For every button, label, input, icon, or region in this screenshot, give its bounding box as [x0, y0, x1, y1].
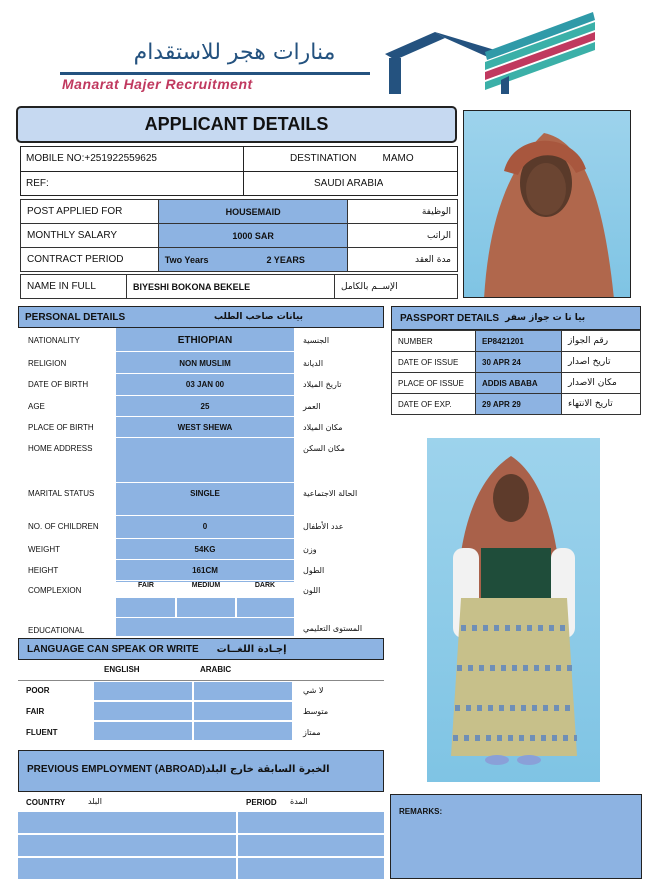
personal-value: WEST SHEWA — [177, 422, 233, 432]
personal-value: 54KG — [194, 544, 216, 554]
employment-rows — [18, 812, 384, 879]
applicant-full-body-photo — [427, 438, 600, 782]
personal-value — [116, 438, 294, 458]
passport-label-ar: تاريخ الانتهاء — [562, 394, 641, 415]
job-label-ar: الراتب — [348, 224, 458, 248]
personal-label-ar: الطول — [303, 565, 325, 575]
personal-label-ar: الحالة الاجتماعية — [303, 488, 358, 498]
complexion-option: FAIR — [138, 582, 154, 589]
passport-header: PASSPORT DETAILS بيا نا ت جواز سفر — [391, 306, 641, 330]
personal-label: WEIGHT — [28, 544, 60, 554]
language-column: ARABIC — [200, 665, 232, 674]
complexion-label-ar: اللون — [303, 586, 321, 595]
language-header: LANGUAGE CAN SPEAK OR WRITE إجـادة اللغــات — [18, 638, 384, 660]
company-logo — [385, 10, 600, 95]
passport-label: NUMBER — [392, 331, 476, 352]
job-label: MONTHLY SALARY — [21, 224, 159, 248]
job-value: Two Years 2 YEARS — [158, 248, 348, 272]
personal-label: HEIGHT — [28, 565, 59, 575]
personal-value: 0 — [202, 521, 208, 531]
language-level: FAIR — [26, 707, 45, 716]
passport-value: EP8421201 — [476, 331, 562, 352]
personal-label-ar: وزن — [303, 544, 317, 554]
passport-label-ar: مكان الاصدار — [562, 373, 641, 394]
applicant-headshot-photo — [463, 110, 631, 298]
job-label: CONTRACT PERIOD — [21, 248, 159, 272]
language-level: FLUENT — [26, 728, 58, 737]
page-title: APPLICANT DETAILS — [16, 106, 457, 143]
passport-label: PLACE OF ISSUE — [392, 373, 476, 394]
education-label: EDUCATIONAL — [28, 626, 85, 635]
complexion-option: DARK — [254, 582, 276, 589]
period-label-ar: المدة — [290, 797, 308, 806]
language-column: ENGLISH — [104, 665, 140, 674]
complexion-row — [18, 582, 384, 618]
complexion-label: COMPLEXION — [28, 586, 82, 595]
personal-label: HOME ADDRESS — [28, 443, 93, 453]
complexion-option: MEDIUM — [191, 582, 221, 589]
personal-value: 03 JAN 00 — [185, 379, 225, 389]
destination: DESTINATION MAMO — [290, 153, 414, 164]
company-name-arabic: منارات هجر للاستقدام — [133, 40, 336, 65]
full-name: BIYESHI BOKONA BEKELE — [127, 275, 335, 299]
personal-value: NON MUSLIM — [179, 358, 231, 368]
name-label-ar: الإســم بالكامل — [335, 275, 458, 299]
language-level-ar: متوسط — [303, 707, 329, 716]
personal-label-ar: عدد الأطفال — [303, 521, 344, 531]
personal-label: PLACE OF BIRTH — [28, 422, 94, 432]
personal-label-ar: الجنسية — [303, 335, 330, 345]
passport-label: DATE OF EXP. — [392, 394, 476, 415]
job-value: 1000 SAR — [158, 224, 348, 248]
personal-label-ar: العمر — [303, 401, 321, 411]
education-row — [18, 620, 384, 636]
job-value: HOUSEMAID — [158, 200, 348, 224]
passport-value: 29 APR 29 — [476, 394, 562, 415]
personal-details-header: PERSONAL DETAILS بيانات صاحب الطلب — [18, 306, 384, 328]
personal-label: RELIGION — [28, 358, 67, 368]
personal-value: 25 — [200, 401, 210, 411]
language-level-ar: لا شي — [303, 686, 324, 695]
destination-country: SAUDI ARABIA — [314, 178, 384, 189]
passport-label-ar: رقم الجواز — [562, 331, 641, 352]
country-label-ar: البلد — [88, 797, 102, 806]
remarks-label: REMARKS: — [399, 807, 443, 816]
personal-value: 161CM — [192, 565, 218, 575]
education-label-ar: المستوى التعليمي — [303, 624, 363, 633]
personal-label-ar: مكان السكن — [303, 443, 345, 453]
job-table — [20, 199, 458, 272]
passport-table — [391, 330, 641, 415]
personal-label: MARITAL STATUS — [28, 488, 95, 498]
personal-label-ar: مكان الميلاد — [303, 422, 343, 432]
language-level: POOR — [26, 686, 50, 695]
brand-underline — [60, 72, 370, 75]
employment-header: PREVIOUS EMPLOYMENT (ABROAD)الخبرة السابقة خارج البلد — [18, 750, 384, 792]
personal-label-ar: تاريخ الميلاد — [303, 379, 342, 389]
employment-columns — [18, 792, 384, 812]
ref-label: REF: — [26, 178, 49, 189]
personal-label-ar: الديانة — [303, 358, 324, 368]
passport-label: DATE OF ISSUE — [392, 352, 476, 373]
name-label: NAME IN FULL — [21, 275, 127, 299]
language-level-ar: ممتاز — [303, 728, 321, 737]
period-label: PERIOD — [246, 798, 277, 807]
personal-value: SINGLE — [190, 488, 220, 498]
passport-value: 30 APR 24 — [476, 352, 562, 373]
personal-label: DATE OF BIRTH — [28, 379, 89, 389]
personal-label: NO. OF CHILDREN — [28, 521, 99, 531]
job-label: POST APPLIED FOR — [21, 200, 159, 224]
passport-value: ADDIS ABABA — [476, 373, 562, 394]
name-table — [20, 274, 458, 299]
personal-value: ETHIOPIAN — [177, 334, 233, 346]
job-label-ar: مدة العقد — [348, 248, 458, 272]
personal-label: NATIONALITY — [28, 335, 80, 345]
mobile-number: MOBILE NO: +251922559625 — [26, 153, 157, 164]
language-table — [18, 660, 384, 742]
remarks-box — [390, 794, 642, 879]
company-name-english: Manarat Hajer Recruitment — [62, 76, 253, 92]
job-label-ar: الوظيفة — [348, 200, 458, 224]
country-label: COUNTRY — [26, 798, 66, 807]
personal-label: AGE — [28, 401, 45, 411]
passport-label-ar: تاريخ اصدار — [562, 352, 641, 373]
